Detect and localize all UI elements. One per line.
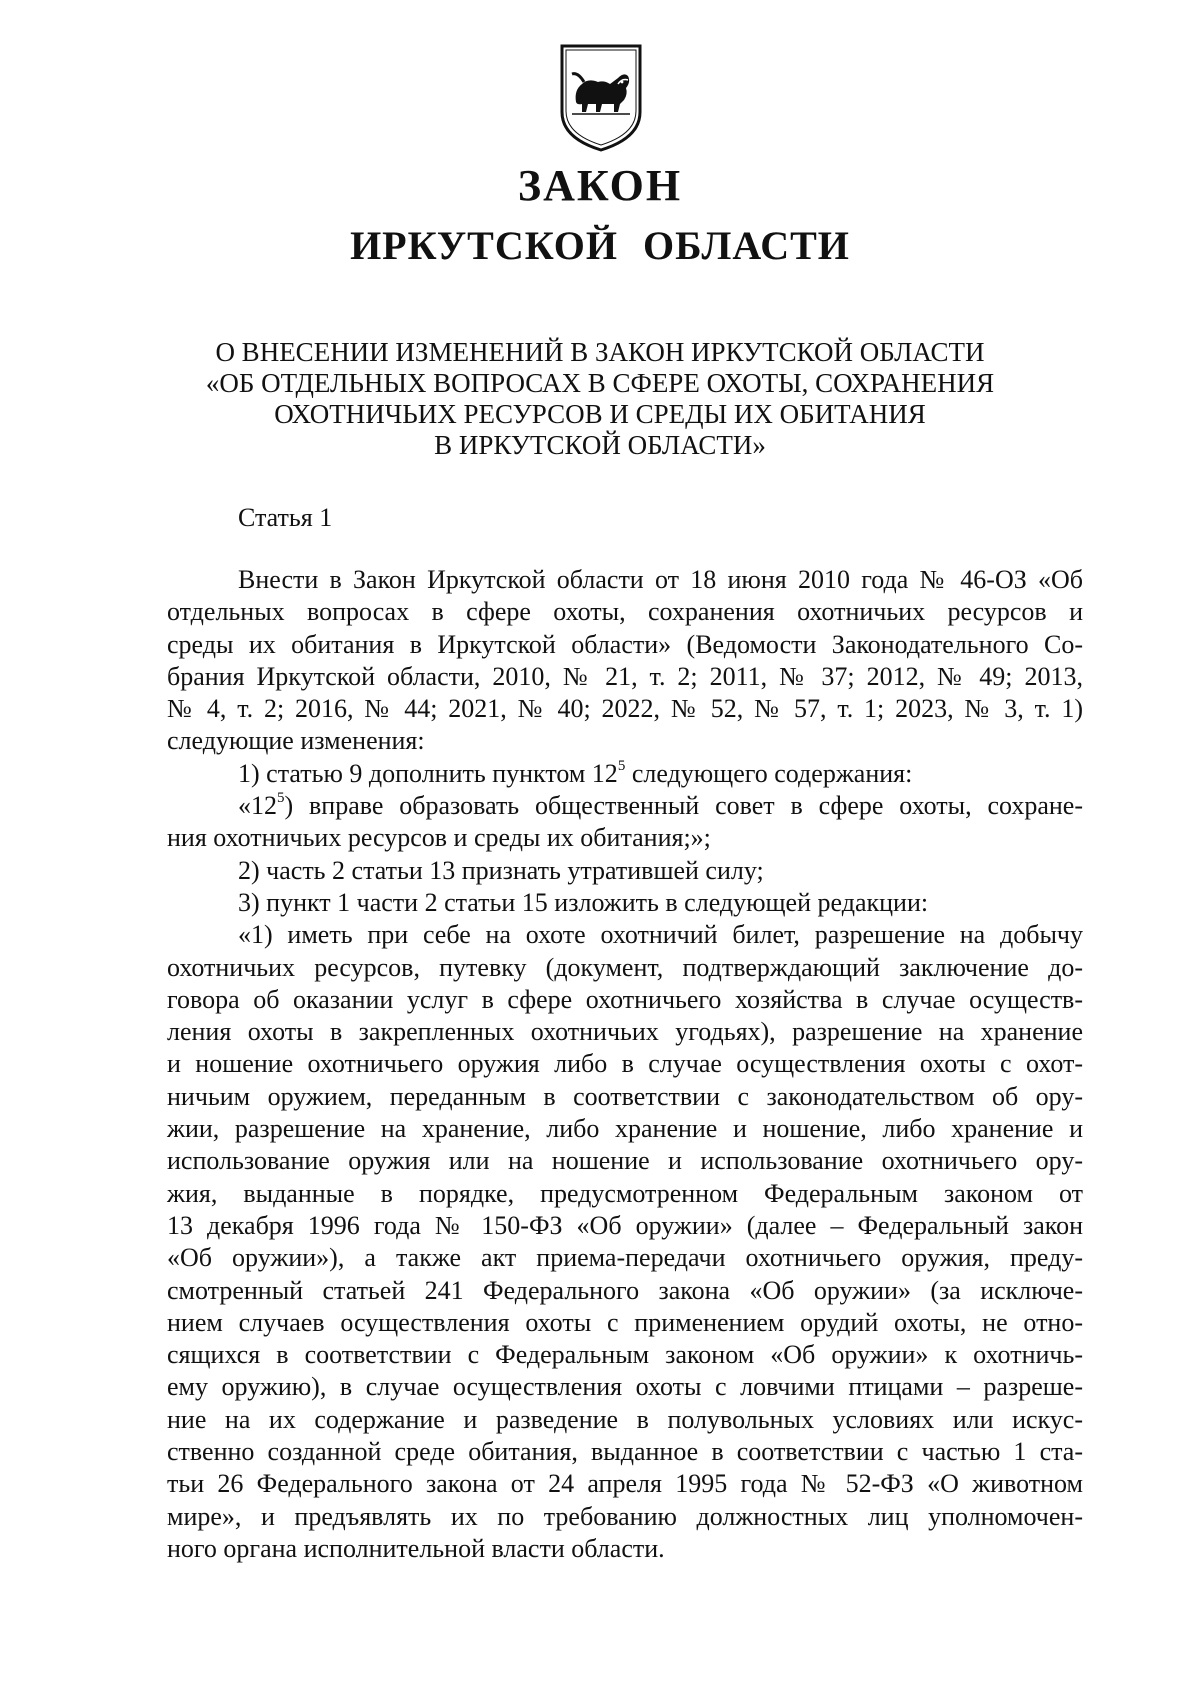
body-line: использование оружия или на ношение и использование охотничьего ору- [167, 1146, 1083, 1176]
body-line: ния охотничьих ресурсов и среды их обитания;»; [167, 823, 711, 853]
body-line: 13 декабря 1996 года № 150-ФЗ «Об оружии» (далее – Федеральный закон [167, 1210, 1083, 1240]
body-line: тьи 26 Федерального закона от 24 апреля 1995 года № 52-ФЗ «О животном [167, 1469, 1083, 1499]
body-line: охотничьих ресурсов, путевку (документ, подтверждающий заключение до- [167, 952, 1083, 982]
body-line: смотренный статьей 241 Федерального закона «Об оружии» (за исключе- [167, 1275, 1083, 1305]
law-subject-heading [160, 337, 1040, 461]
body-line-item-1 [167, 758, 1083, 790]
document-type-title: ЗАКОН [517, 161, 683, 210]
subject-line: О ВНЕСЕНИИ ИЗМЕНЕНИЙ В ЗАКОН ИРКУТСКОЙ ОБЛАСТИ [215, 337, 985, 367]
body-line-item-3: 3) пункт 1 части 2 статьи 15 изложить в следующей редакции: [238, 887, 929, 917]
body-line: мире», и предъявлять их по требованию должностных лиц уполномочен- [167, 1501, 1083, 1531]
body-line: ления охоты в закрепленных охотничьих угодьях), разрешение на хранение [167, 1017, 1083, 1047]
body-line: ного органа исполнительной власти области. [167, 1533, 665, 1563]
body-text: следующего содержания: [625, 758, 913, 788]
article-heading: Статья 1 [238, 503, 333, 532]
body-line: ему оружию), в случае осуществления охоты с ловчими птицами – разреше- [167, 1372, 1083, 1402]
body-text: ) вправе образовать общественный совет в сфере охоты, сохране- [284, 791, 1083, 821]
body-line: брания Иркутской области, 2010, № 21, т. 2; 2011, № 37; 2012, № 49; 2013, [167, 661, 1083, 691]
superscript: 5 [617, 758, 626, 775]
body-line: отдельных вопросах в сфере охоты, сохранения охотничьих ресурсов и [167, 597, 1083, 627]
body-line: говора об оказании услуг в сфере охотничьего хозяйства в случае осуществ- [167, 984, 1083, 1014]
body-line: нием случаев осуществления охоты с применением орудий охоты, не отно- [167, 1307, 1083, 1337]
superscript: 5 [277, 790, 285, 807]
body-line: ние на их содержание и разведение в полувольных условиях или искус- [167, 1404, 1083, 1434]
body-line: жии, разрешение на хранение, либо хранение и ношение, либо хранение и [167, 1114, 1083, 1144]
body-line-quote [167, 790, 1083, 822]
body-line: сящихся в соответствии с Федеральным законом «Об оружии» к охотничь- [167, 1340, 1083, 1370]
body-text: 1) статью 9 дополнить пунктом 12 [238, 758, 618, 788]
body-line: ничьим оружием, переданным в соответствии с законодательством об ору- [167, 1081, 1083, 1111]
body-line: и ношение охотничьего оружия либо в случае осуществления охоты с охот- [167, 1049, 1083, 1079]
subject-line: В ИРКУТСКОЙ ОБЛАСТИ» [434, 430, 766, 460]
body-line: жия, выданные в порядке, предусмотренном Федеральным законом от [167, 1178, 1083, 1208]
body-line: среды их обитания в Иркутской области» (Ведомости Законодательного Со- [167, 629, 1083, 659]
article-body [167, 564, 1083, 1565]
body-line: «1) иметь при себе на охоте охотничий билет, разрешение на добычу [238, 920, 1083, 950]
subject-line: ОХОТНИЧЬИХ РЕСУРСОВ И СРЕДЫ ИХ ОБИТАНИЯ [274, 399, 926, 429]
body-line: «Об оружии»), а также акт приема-передачи охотничьего оружия, преду- [167, 1243, 1083, 1273]
body-line-item-2: 2) часть 2 статьи 13 признать утратившей силу; [238, 855, 764, 885]
body-line: ственно созданной среде обитания, выданное в соответствии с частью 1 ста- [167, 1437, 1083, 1467]
body-text: «12 [238, 791, 277, 821]
body-line: № 4, т. 2; 2016, № 44; 2021, № 40; 2022, № 52, № 57, т. 1; 2023, № 3, т. 1) [167, 694, 1083, 724]
body-line: Внести в Закон Иркутской области от 18 июня 2010 года № 46-ОЗ «Об [238, 565, 1083, 594]
region-title: ИРКУТСКОЙ ОБЛАСТИ [350, 223, 850, 268]
subject-line: «ОБ ОТДЕЛЬНЫХ ВОПРОСАХ В СФЕРЕ ОХОТЫ, СОХРАНЕНИЯ [205, 368, 995, 398]
coat-of-arms-emblem [558, 42, 644, 154]
body-line: следующие изменения: [167, 726, 425, 756]
